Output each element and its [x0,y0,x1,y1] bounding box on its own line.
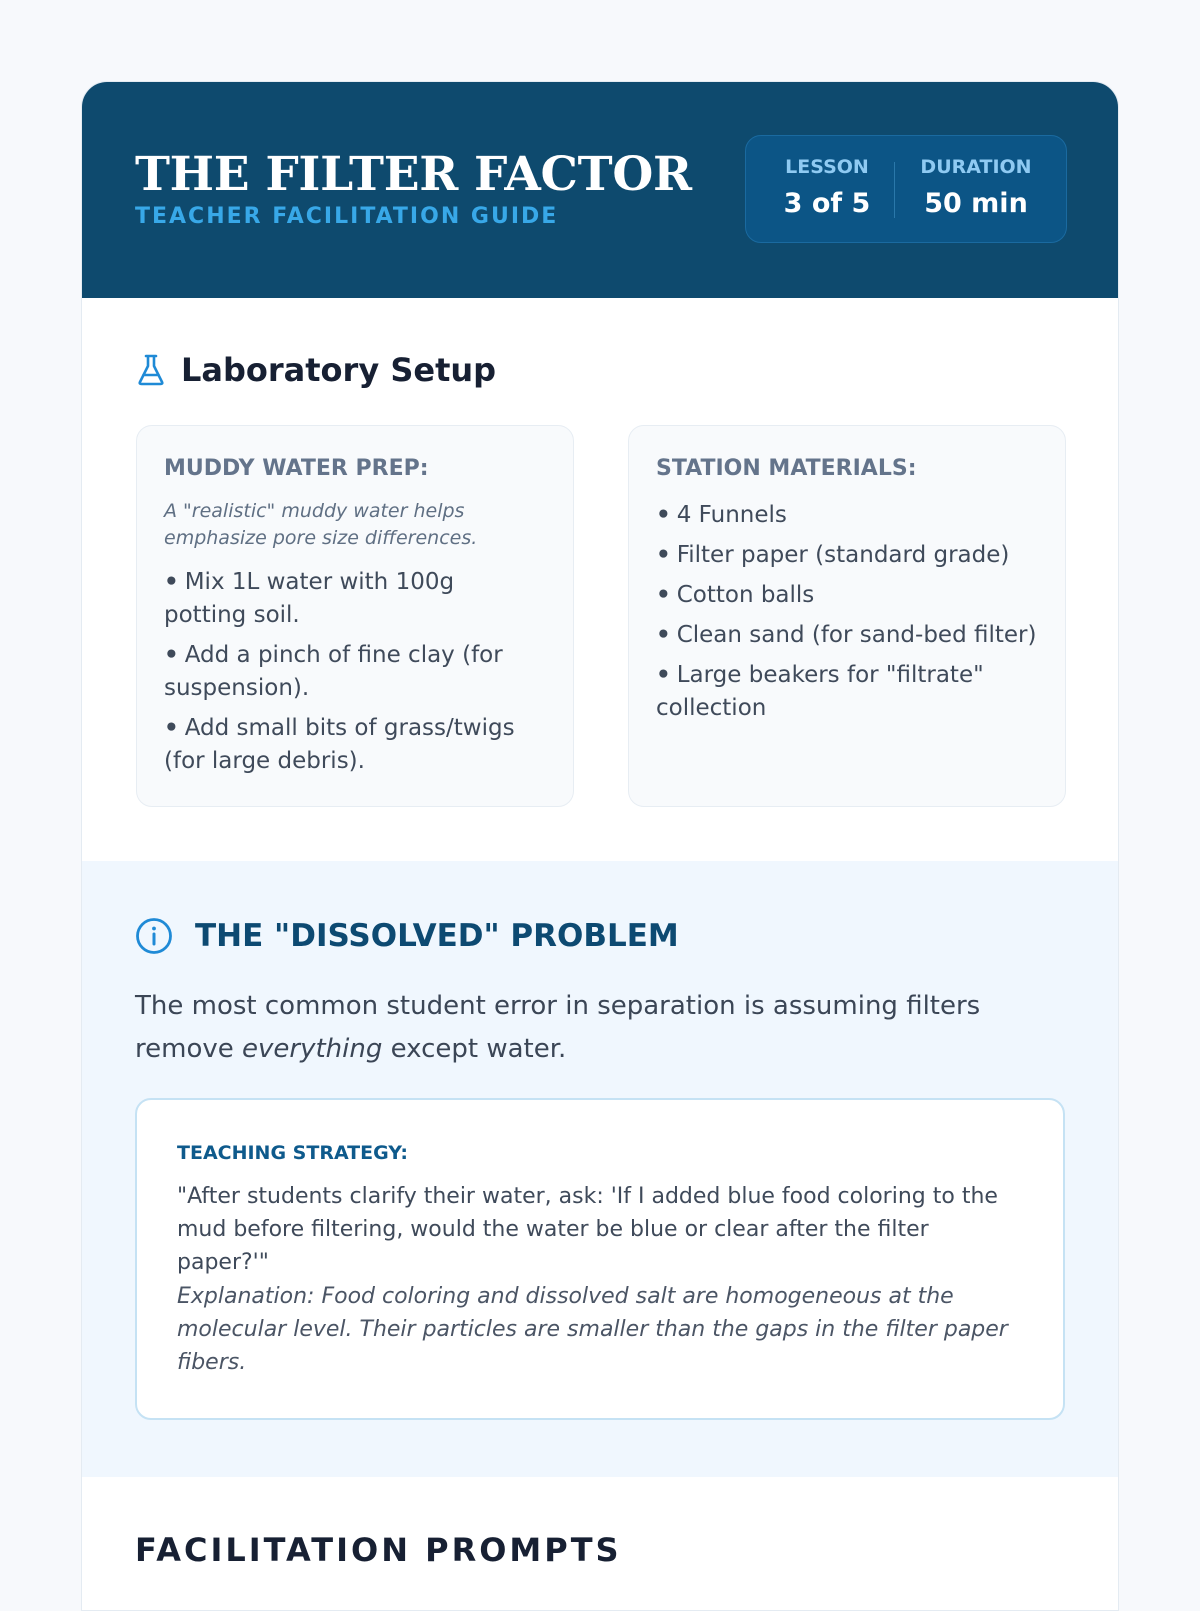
list-item: • Filter paper (standard grade) [656,539,1046,572]
page-subtitle: TEACHER FACILITATION GUIDE [135,204,559,229]
muddy-water-list [164,566,536,785]
page-title: THE FILTER FACTOR [135,147,692,202]
muddy-water-title: MUDDY WATER PREP: [164,456,429,481]
facilitation-prompts-title: FACILITATION PROMPTS [135,1531,622,1569]
text-after: except water. [390,1034,567,1064]
dissolved-problem-section [82,861,1119,1477]
duration-label: DURATION [920,156,1032,178]
teaching-strategy-box [135,1098,1065,1420]
list-item: • Add small bits of grass/twigs (for large debris). [164,712,536,778]
list-item: • Add a pinch of fine clay (for suspension). [164,639,536,705]
list-item: • 4 Funnels [656,499,1046,532]
teaching-strategy-label: TEACHING STRATEGY: [177,1142,408,1164]
teaching-strategy-quote: "After students clarify their water, ask: 'If I added blue food coloring to the mud before filtering, would the water be blue or clear after the filter paper?'" [177,1184,998,1275]
info-icon [135,917,173,955]
duration-value: 50 min [924,188,1028,219]
muddy-water-panel [136,425,574,807]
text-emphasis: everything [242,1034,383,1064]
text-before: The most common student error in separation is assuming filters remove [135,991,981,1064]
lesson-meta-box [745,135,1067,243]
station-materials-title: STATION MATERIALS: [656,456,917,481]
meta-divider [894,162,895,218]
duration-info [906,154,1046,222]
guide-card [81,81,1119,1611]
list-item: • Large beakers for "filtrate" collection [656,659,1046,725]
dissolved-problem-heading [135,915,679,957]
station-materials-list [656,499,1046,732]
teaching-strategy-explanation: Explanation: Food coloring and dissolved salt are homogeneous at the molecular level. Their particles are smaller than the gaps in the filter paper fibers. [177,1284,1008,1375]
guide-header [82,82,1119,298]
lesson-label: LESSON [785,156,869,178]
lab-setup-title: Laboratory Setup [181,351,497,389]
lesson-value: 3 of 5 [783,188,871,219]
lesson-info [766,154,888,222]
flask-icon [135,353,167,387]
dissolved-problem-title: THE "DISSOLVED" PROBLEM [195,918,679,954]
list-item: • Cotton balls [656,579,1046,612]
list-item: • Mix 1L water with 100g potting soil. [164,566,536,632]
lab-setup-heading [135,350,496,390]
list-item: • Clean sand (for sand-bed filter) [656,619,1046,652]
dissolved-problem-text [135,985,1075,1071]
station-materials-panel [628,425,1066,807]
muddy-water-note: A "realistic" muddy water helps emphasize pore size differences. [164,500,478,549]
